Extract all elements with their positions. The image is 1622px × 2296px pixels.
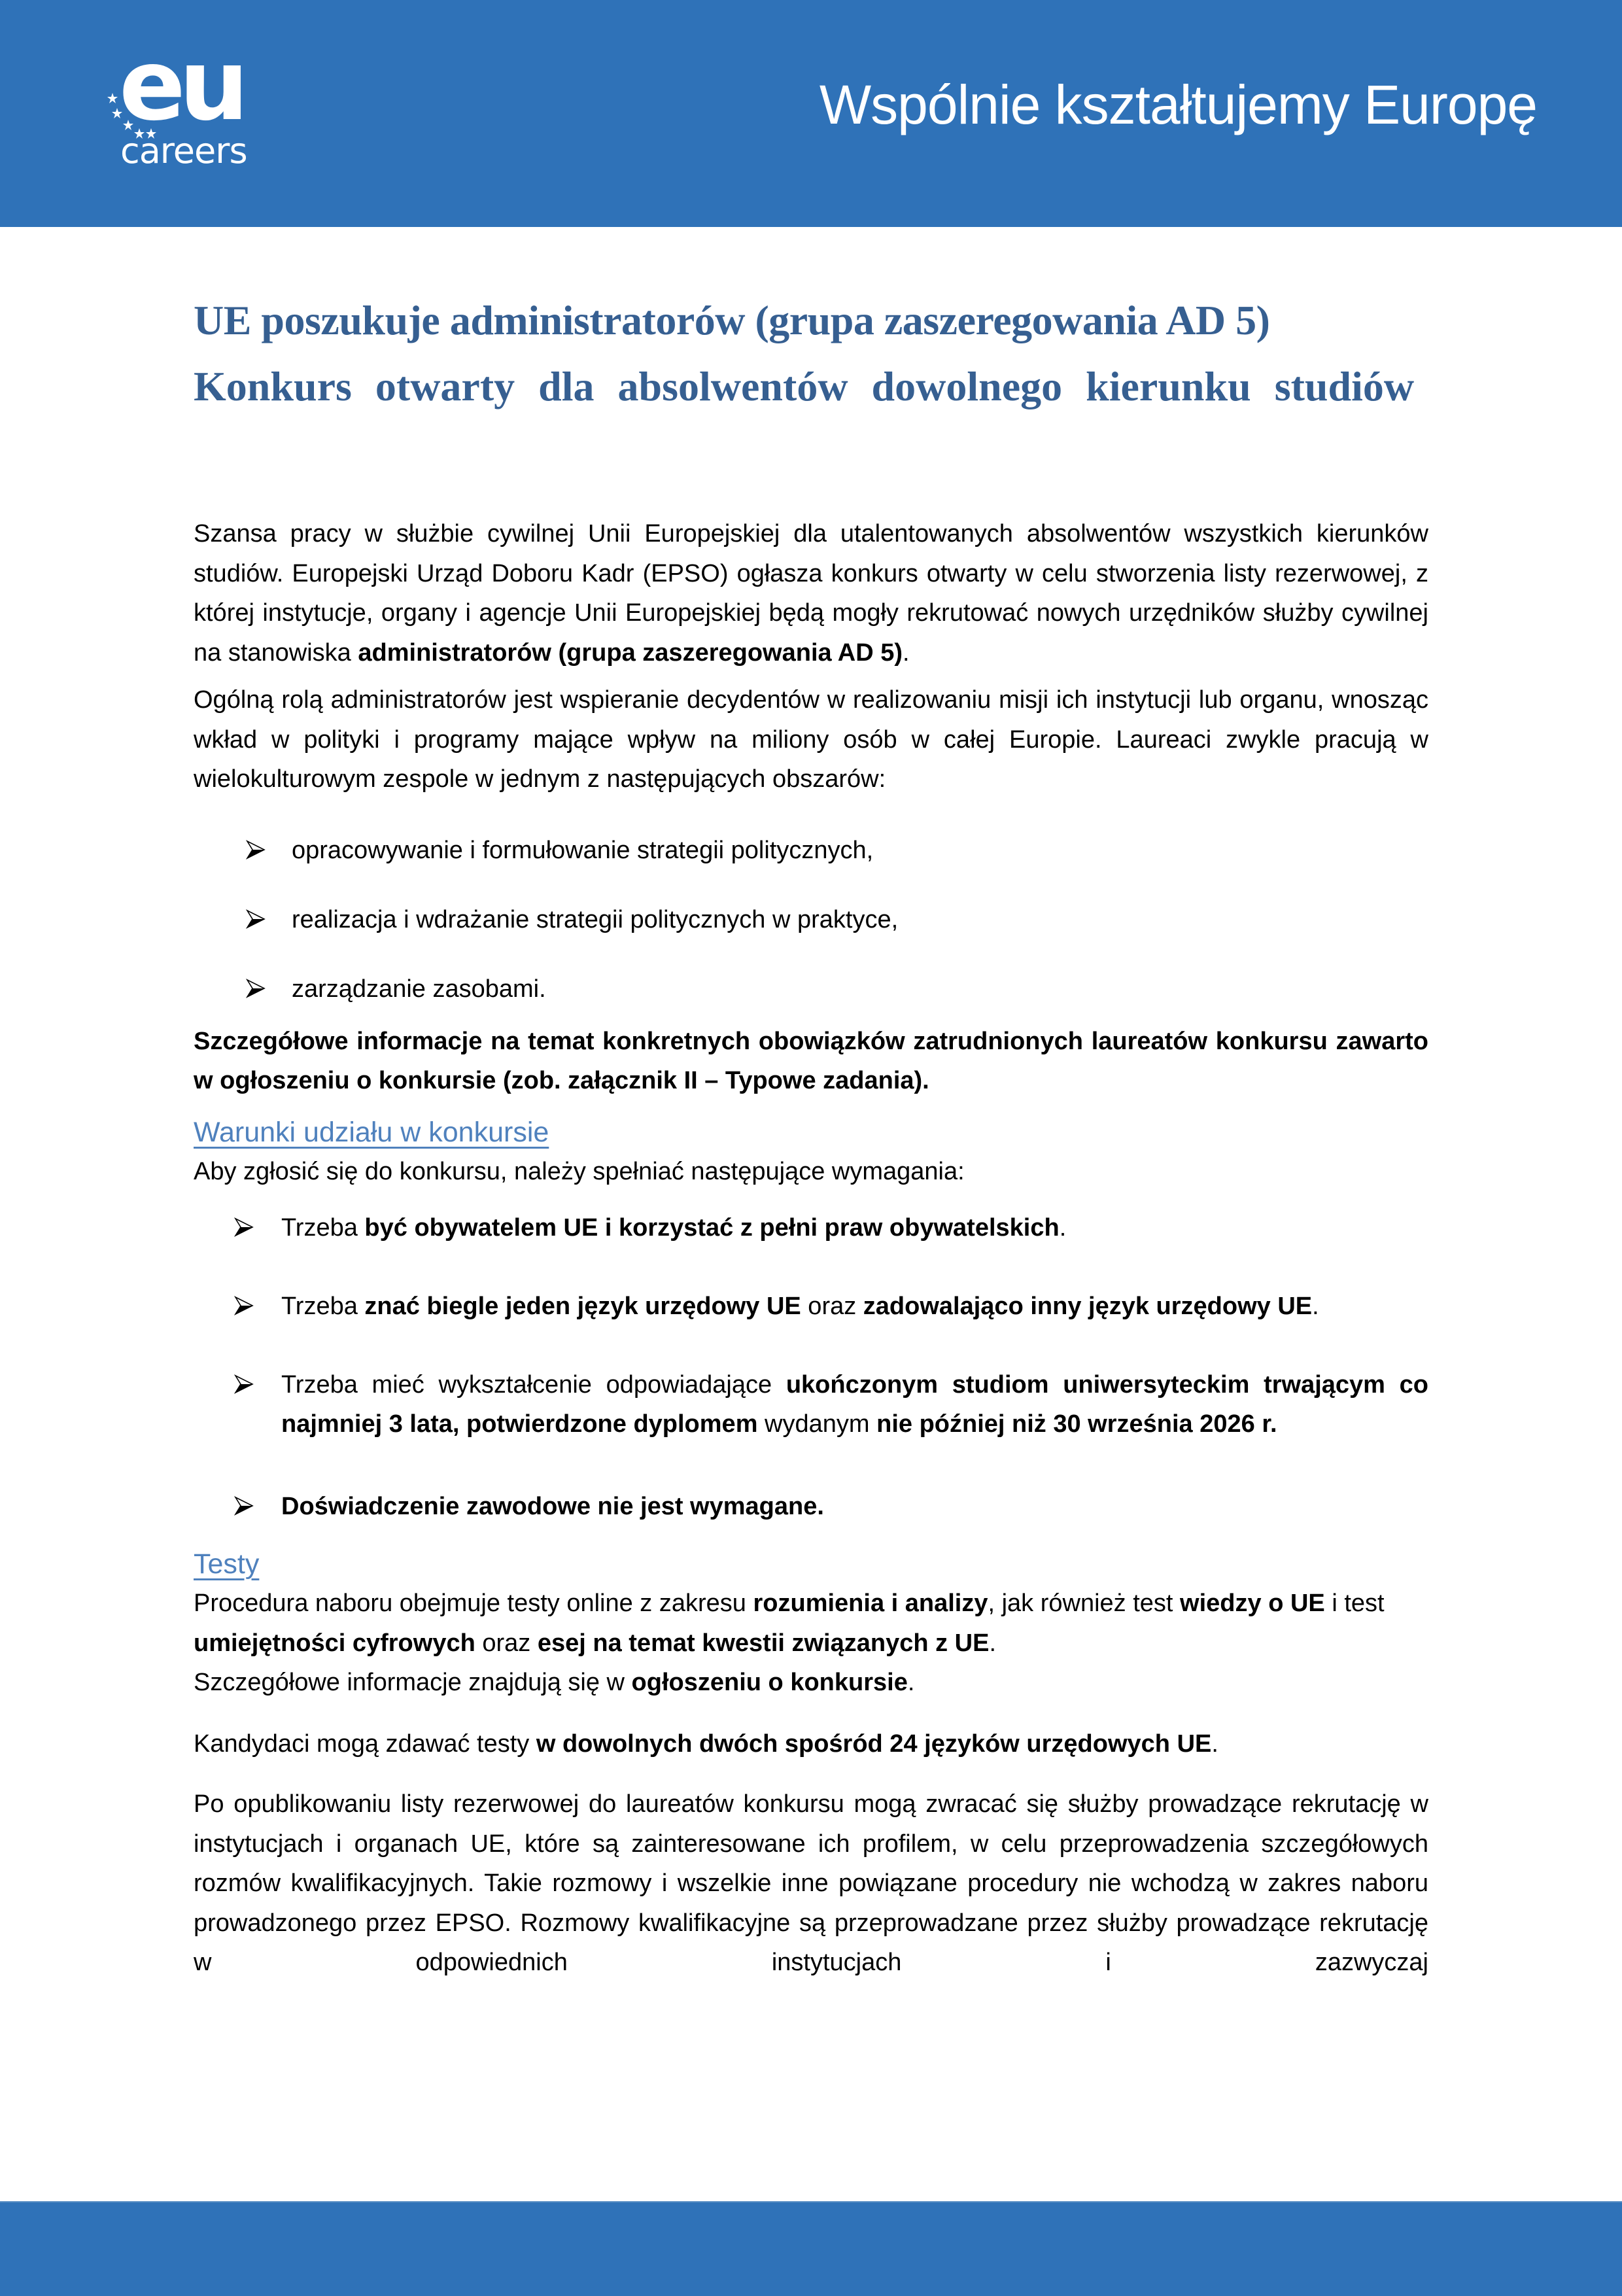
- text-run: Trzeba: [281, 1293, 365, 1320]
- list-item: [194, 1287, 1428, 1326]
- arrow-bullet-icon: [234, 1374, 254, 1394]
- requirement-text: [281, 1293, 1319, 1320]
- text-run: .: [907, 1669, 915, 1696]
- role-paragraph: [194, 680, 1428, 799]
- bold-text-run: Szczegółowe informacje na temat konkretnych obowiązków zatrudnionych laureatów konkursu zawarto w ogłoszeniu o konkursie (zob. załącznik II – Typowe zadania).: [194, 1027, 1428, 1094]
- text-run: Ogólną rolą administratorów jest wspieranie decydentów w realizowaniu misji ich instytucji lub organu, wnosząc wkład w polityki i programy mające wpływ na miliony osób w całej Europie. Laureaci zwykle pracują w wielokulturowym zespole w jednym z następujących obszarów:: [194, 686, 1428, 793]
- arrow-bullet-icon: [246, 979, 266, 998]
- text-run: oraz: [475, 1629, 538, 1657]
- logo-eu-text: eu: [119, 29, 243, 143]
- arrow-bullet-icon: [246, 909, 266, 929]
- text-run: .: [1211, 1730, 1218, 1758]
- text-run: Procedura naboru obejmuje testy online z zakresu: [194, 1590, 753, 1617]
- bold-text-run: ogłoszeniu o konkursie: [631, 1669, 908, 1696]
- bold-text-run: być obywatelem UE i korzystać z pełni praw obywatelskich: [364, 1214, 1060, 1242]
- requirement-text: [281, 1371, 1428, 1438]
- text-run: Szansa pracy w służbie cywilnej Unii Europejskiej dla utalentowanych absolwentów wszystkich kierunków studiów. Europejski Urząd Doboru Kadr (EPSO) ogłasza konkurs otwarty w celu stworzenia listy rezerwowej, z której instytucje, organy i agencje Unii Europejskiej będą mogły rekrutować nowych urzędników służby cywilnej na stanowiska: [194, 520, 1428, 667]
- arrow-bullet-icon: [234, 1496, 254, 1516]
- details-paragraph: [194, 1022, 1428, 1101]
- header-slogan: Wspólnie kształtujemy Europę: [819, 74, 1537, 135]
- eu-careers-logo[interactable]: [105, 29, 268, 177]
- document-body: [194, 288, 1428, 1983]
- bold-text-run: wiedzy o UE: [1180, 1590, 1325, 1617]
- text-run: wydanym: [757, 1410, 877, 1438]
- eligibility-heading-wrap: [194, 1101, 1428, 1152]
- intro-paragraph: [194, 514, 1428, 672]
- text-run: .: [989, 1629, 997, 1657]
- text-run: i test: [1324, 1590, 1385, 1617]
- text-run: Szczegółowe informacje znajdują się w: [194, 1669, 632, 1696]
- arrow-bullet-icon: [234, 1296, 254, 1315]
- text-run: Po opublikowaniu listy rezerwowej do laureatów konkursu mogą zwracać się służby prowadzące rekrutację w instytucjach i organach UE, które są zainteresowane ich profilem, w celu przeprowadzenia szczegółowych rozmów kwalifikacyjnych. Takie rozmowy i wszelkie inne powiązane procedury nie wchodzą w zakres naboru prowadzonego przez EPSO. Rozmowy kwalifikacyjne są przeprowadzane przez służby prowadzące rekrutację w odpowiednich instytucjach i zazwyczaj: [194, 1790, 1428, 1976]
- bold-text-run: znać biegle jeden język urzędowy UE: [364, 1293, 801, 1320]
- area-item-text: realizacja i wdrażanie strategii politycznych w praktyce,: [292, 905, 899, 933]
- list-item: [194, 900, 1428, 939]
- text-run: Kandydaci mogą zdawać testy: [194, 1730, 536, 1758]
- eligibility-lead: Aby zgłosić się do konkursu, należy spełniać następujące wymagania:: [194, 1157, 965, 1185]
- tests-heading: Testy: [194, 1548, 260, 1580]
- list-item: [194, 969, 1428, 1009]
- tests-paragraph: [194, 1584, 1428, 1663]
- area-item-text: opracowywanie i formułowanie strategii politycznych,: [292, 836, 874, 864]
- requirement-text: [281, 1214, 1066, 1242]
- arrow-bullet-icon: [234, 1217, 254, 1237]
- bold-text-run: administratorów (grupa zaszeregowania AD 5): [358, 638, 903, 667]
- text-run: Trzeba mieć wykształcenie odpowiadające: [281, 1371, 786, 1399]
- bold-text-run: Doświadczenie zawodowe nie jest wymagane.: [281, 1493, 824, 1520]
- footer-banner: [0, 2201, 1622, 2296]
- text-run: .: [1059, 1214, 1067, 1242]
- arrow-bullet-icon: [246, 840, 266, 860]
- document-subtitle: Konkurs otwarty dla absolwentów dowolnego kierunku studiów: [194, 363, 1415, 409]
- requirements-list: [194, 1208, 1428, 1526]
- header-banner: [0, 0, 1622, 227]
- bold-text-run: zadowalająco inny język urzędowy UE: [863, 1293, 1313, 1320]
- bold-text-run: w dowolnych dwóch spośród 24 języków urzędowych UE: [536, 1730, 1212, 1758]
- areas-list: [194, 831, 1428, 1009]
- requirement-text: [281, 1493, 824, 1520]
- bold-text-run: ukończonym studiom uniwersyteckim trwającym co najmniej 3 lata, potwierdzone dyplomem: [281, 1371, 1428, 1438]
- languages-paragraph: [194, 1724, 1428, 1764]
- after-list-paragraph: [194, 1784, 1428, 1983]
- logo-careers-text: careers: [120, 130, 247, 171]
- document-title: UE poszukuje administratorów (grupa zaszeregowania AD 5): [194, 297, 1270, 343]
- bold-text-run: esej na temat kwestii związanych z UE: [537, 1629, 990, 1657]
- bold-text-run: rozumienia i analizy: [753, 1590, 988, 1617]
- text-run: .: [903, 638, 910, 667]
- eligibility-heading: Warunki udziału w konkursie: [194, 1116, 549, 1148]
- list-item: [194, 1487, 1428, 1526]
- list-item: [194, 1365, 1428, 1444]
- text-run: .: [1312, 1293, 1319, 1320]
- text-run: Trzeba: [281, 1214, 365, 1242]
- bold-text-run: nie później niż 30 września 2026 r.: [876, 1410, 1277, 1438]
- list-item: [194, 831, 1428, 870]
- text-run: , jak również test: [988, 1590, 1181, 1617]
- bold-text-run: umiejętności cyfrowych: [194, 1629, 475, 1657]
- area-item-text: zarządzanie zasobami.: [292, 975, 546, 1003]
- tests-heading-wrap: [194, 1533, 1428, 1584]
- text-run: oraz: [801, 1293, 863, 1320]
- tests-more-info: [194, 1663, 1428, 1703]
- list-item: [194, 1208, 1428, 1247]
